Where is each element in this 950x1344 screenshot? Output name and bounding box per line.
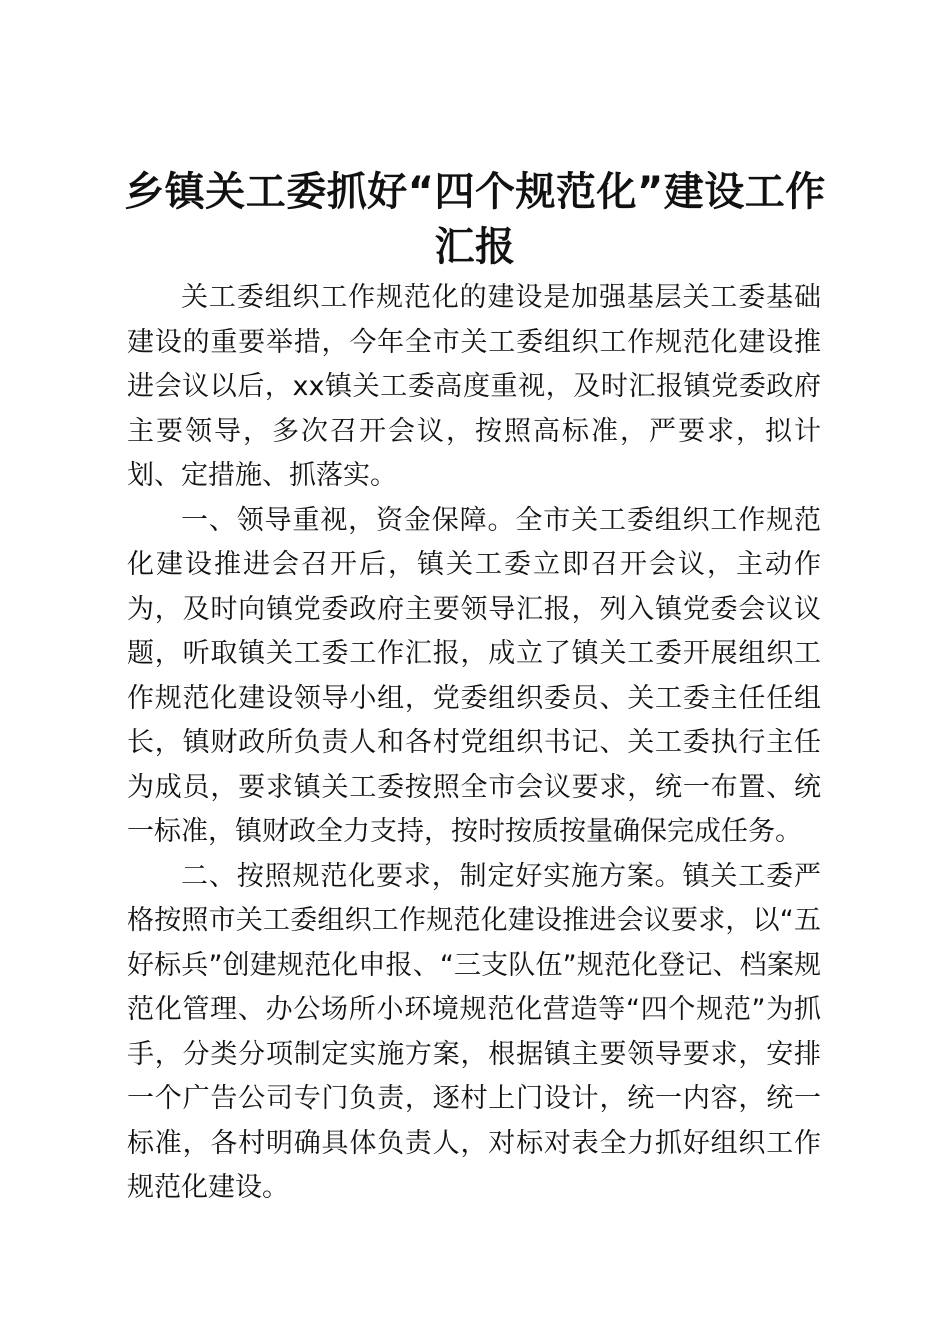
paragraph-intro: 关工委组织工作规范化的建设是加强基层关工委基础建设的重要举措，今年全市关工委组织工作规范化建设推进会议以后，xx镇关工委高度重视，及时汇报镇党委政府主要领导，多次召开会议，按照高标准，严要求，拟计划、定措施、抓落实。: [127, 282, 821, 491]
paragraph-section-1: 一、领导重视，资金保障。全市关工委组织工作规范化建设推进会召开后，镇关工委立即召开会议，主动作为，及时向镇党委政府主要领导汇报，列入镇党委会议议题，听取镇关工委工作汇报，成立了镇关工委开展组织工作规范化建设领导小组，党委组织委员、关工委主任任组长，镇财政所负责人和各村党组织书记、关工委执行主任为成员，要求镇关工委按照全市会议要求，统一布置、统一标准，镇财政全力支持，按时按质按量确保完成任务。: [127, 504, 821, 847]
paragraph-section-2: 二、按照规范化要求，制定好实施方案。镇关工委严格按照市关工委组织工作规范化建设推进会议要求，以“五好标兵”创建规范化申报、“三支队伍”规范化登记、档案规范化管理、办公场所小环境规范化营造等“四个规范”为抓手，分类分项制定实施方案，根据镇主要领导要求，安排一个广告公司专门负责，逐村上门设计，统一内容，统一标准，各村明确具体负责人，对标对表全力抓好组织工作规范化建设。: [127, 860, 821, 1203]
document-title: 乡镇关工委抓好“四个规范化”建设工作汇报: [124, 169, 826, 270]
document-body: [127, 276, 821, 1211]
